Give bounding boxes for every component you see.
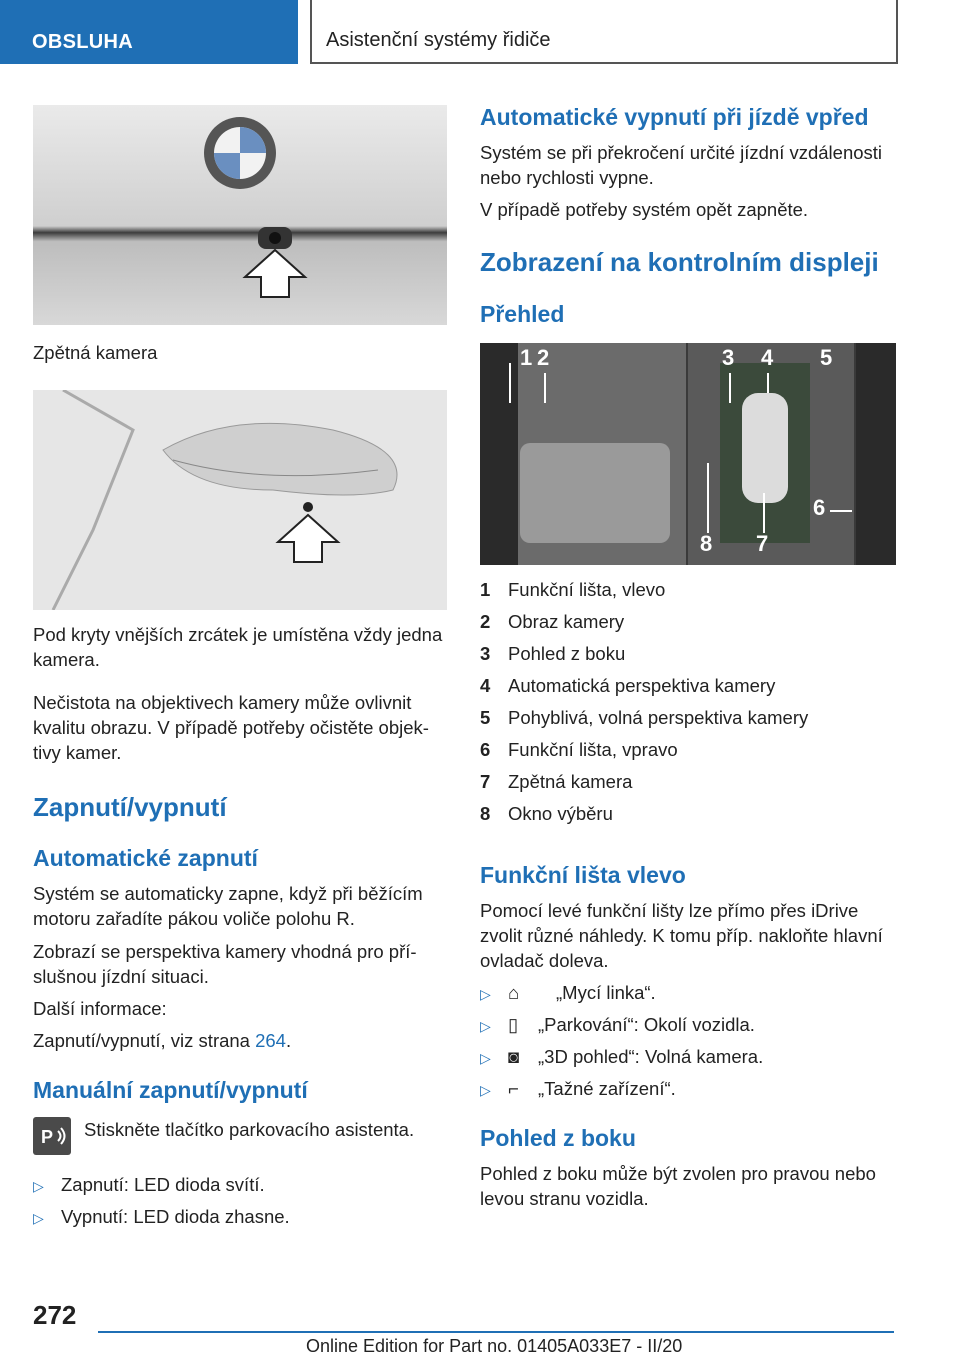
heading-overview: Přehled xyxy=(480,301,565,327)
option-text: „3D pohled“: Volná kamera. xyxy=(538,1046,764,1067)
heading-onoff: Zapnutí/vypnutí xyxy=(33,792,227,822)
figure-number: 4 xyxy=(761,345,774,370)
page-link[interactable]: 264 xyxy=(255,1030,286,1051)
figure-number: 7 xyxy=(756,531,769,556)
figure-number: 2 xyxy=(537,345,550,370)
paragraph-more-info: Další informace: xyxy=(33,998,167,1019)
legend-number: 5 xyxy=(480,707,491,728)
option-tow-hitch xyxy=(480,1076,676,1103)
svg-text:P: P xyxy=(41,1127,54,1147)
heading-auto-on: Automatické zapnutí xyxy=(33,845,258,871)
legend-text: Zpětná kamera xyxy=(508,771,633,792)
figure-number: 3 xyxy=(722,345,735,370)
legend-text: Automatická perspektiva kamery xyxy=(508,675,776,696)
legend-number: 7 xyxy=(480,771,491,792)
option-text: „Mycí linka“. xyxy=(556,982,656,1003)
park-assist-button-icon xyxy=(33,1117,71,1155)
legend-item xyxy=(480,737,896,762)
bullet-on xyxy=(33,1172,265,1199)
bullet-off xyxy=(33,1204,290,1231)
footer-divider xyxy=(98,1331,894,1333)
legend-number: 8 xyxy=(480,803,491,824)
paragraph-auto-off: Systém se při překročení určité jízdní vzdálenosti nebo rychlosti vypne. xyxy=(480,142,883,188)
3d-view-icon: ◙ xyxy=(508,1046,520,1067)
bullet-off-text: Vypnutí: LED dioda zhasne. xyxy=(61,1206,290,1227)
bullet-on-text: Zapnutí: LED dioda svítí. xyxy=(61,1174,265,1195)
legend-text: Obraz kamery xyxy=(508,611,625,632)
legend-item xyxy=(480,769,896,794)
paragraph-side-view: Pohled z boku může být zvolen pro pravou nebo levou stranu vozidla. xyxy=(480,1163,876,1209)
bullet-triangle-icon: ▷ xyxy=(33,1178,44,1194)
bullet-triangle-icon: ▷ xyxy=(480,1050,491,1066)
paragraph-perspective: Zobrazí se perspektiva kamery vhodná pro pří-slušnou jízdní situaci. xyxy=(33,941,417,987)
legend-text: Funkční lišta, vpravo xyxy=(508,739,678,760)
heading-display: Zobrazení na kontrolním displeji xyxy=(480,247,879,277)
legend-text: Pohyblivá, volná perspektiva kamery xyxy=(508,707,809,728)
legend-text: Okno výběru xyxy=(508,803,613,824)
heading-manual: Manuální zapnutí/vypnutí xyxy=(33,1077,308,1103)
section-tab xyxy=(0,0,298,64)
paragraph-left-bar: Pomocí levé funkční lišty lze přímo přes iDrive zvolit různé náhledy. K tomu příp. nakloňte hlavní ovladač doleva. xyxy=(480,900,883,971)
option-3d-view xyxy=(480,1044,763,1071)
legend-item xyxy=(480,705,896,730)
heading-left-bar: Funkční lišta vlevo xyxy=(480,862,686,888)
bullet-triangle-icon: ▷ xyxy=(480,986,491,1002)
bullet-triangle-icon: ▷ xyxy=(33,1210,44,1226)
see-page-text: Zapnutí/vypnutí, viz strana xyxy=(33,1030,256,1051)
figure-number: 8 xyxy=(700,531,713,556)
mirror-camera-photo xyxy=(33,390,447,610)
legend-number: 4 xyxy=(480,675,491,696)
rear-camera-photo xyxy=(33,105,447,325)
legend-item xyxy=(480,577,896,602)
heading-auto-off: Automatické vypnutí při jízdě vpřed xyxy=(480,104,869,130)
chapter-title: Asistenční systémy řidiče xyxy=(326,29,551,51)
legend-number: 1 xyxy=(480,579,491,600)
legend-item xyxy=(480,609,896,634)
figure-number: 1 xyxy=(520,345,533,370)
section-title: OBSLUHA xyxy=(32,31,133,53)
paragraph-see-page xyxy=(33,1028,291,1053)
display-overview-figure xyxy=(480,343,896,565)
legend-number: 6 xyxy=(480,739,491,760)
car-wash-icon: ⌂ xyxy=(508,982,520,1003)
paragraph-mirror-cameras: Pod kryty vnějších zrcátek je umístěna vždy jedna kamera. xyxy=(33,624,443,670)
legend-item xyxy=(480,801,896,826)
caption-rear-camera: Zpětná kamera xyxy=(33,342,158,363)
bullet-triangle-icon: ▷ xyxy=(480,1082,491,1098)
legend-text: Funkční lišta, vlevo xyxy=(508,579,666,600)
figure-number: 5 xyxy=(820,345,833,370)
option-text: „Parkování“: Okolí vozidla. xyxy=(538,1014,755,1035)
paragraph-press-button: Stiskněte tlačítko parkovacího asistenta. xyxy=(84,1119,415,1140)
option-car-wash xyxy=(480,980,656,1007)
mirror-camera-illustration xyxy=(33,390,447,610)
bullet-triangle-icon: ▷ xyxy=(480,1018,491,1034)
rear-camera-illustration xyxy=(33,105,447,325)
page-number: 272 xyxy=(33,1300,77,1330)
option-text: „Tažné zařízení“. xyxy=(538,1078,676,1099)
legend-item xyxy=(480,673,896,698)
tow-hitch-icon: ⌐ xyxy=(508,1078,519,1099)
paragraph-lens-dirt: Nečistota na objektivech kamery může ovlivnit kvalitu obrazu. V případě potřeby očistěte objek-tivy kamer. xyxy=(33,692,429,763)
heading-side-view: Pohled z boku xyxy=(480,1125,636,1151)
legend-list xyxy=(480,577,896,833)
option-parking xyxy=(480,1012,755,1039)
legend-item xyxy=(480,641,896,666)
legend-text: Pohled z boku xyxy=(508,643,626,664)
paragraph-auto-on: Systém se automaticky zapne, když při běžícím motoru zařadíte pákou voliče polohu R. xyxy=(33,883,423,929)
legend-number: 3 xyxy=(480,643,491,664)
legend-number: 2 xyxy=(480,611,491,632)
parking-view-icon: ▯ xyxy=(508,1014,519,1035)
display-illustration xyxy=(480,343,896,565)
paragraph-turn-on-again: V případě potřeby systém opět zapněte. xyxy=(480,199,809,220)
see-page-suffix: . xyxy=(285,1030,292,1051)
chapter-header xyxy=(310,0,898,64)
figure-number: 6 xyxy=(813,495,826,520)
edition-text: Online Edition for Part no. 01405A033E7 - II/20 xyxy=(306,1336,683,1356)
